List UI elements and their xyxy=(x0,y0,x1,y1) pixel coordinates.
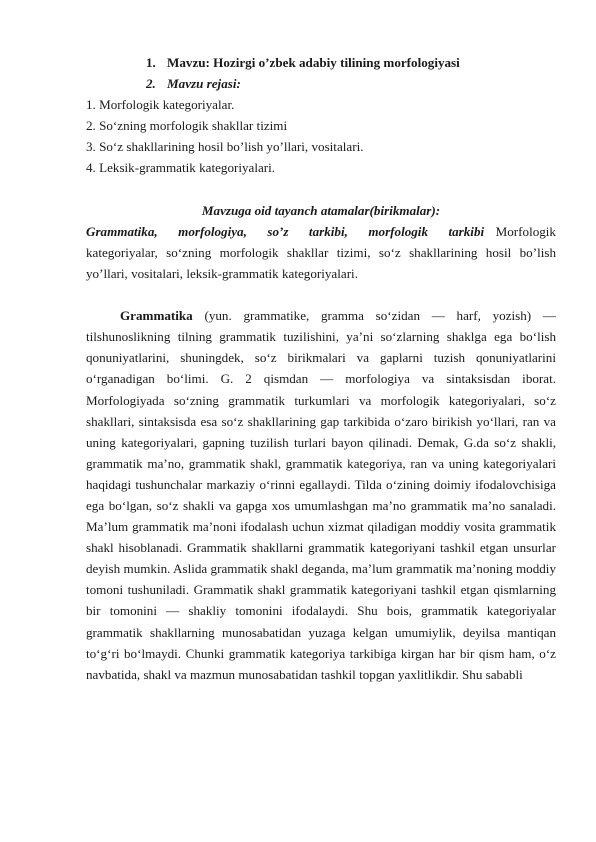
spacer xyxy=(86,179,556,200)
topic-heading-list xyxy=(146,52,556,94)
topic-title: Mavzu: Hozirgi o’zbek adabiy tilining morfologiyasi xyxy=(167,55,460,70)
plan-item: 4. Leksik-grammatik kategoriyalari. xyxy=(86,160,276,176)
key-terms-title: Mavzuga oid tayanch atamalar(birikmalar): xyxy=(201,202,441,218)
key-terms-paragraph xyxy=(86,221,556,284)
document-page xyxy=(86,52,556,685)
body-paragraph xyxy=(86,305,556,685)
key-terms-rest: Morfologik kategoriyalar, so‘zning morfologik shakllar tizimi, so‘z shakllarining hosil bo’lish yo’llari, vositalari, leksik-grammatik kategoriyalari. xyxy=(86,223,556,281)
plan-heading-item xyxy=(146,73,556,94)
list-number: 1. xyxy=(146,55,156,70)
topic-title-item xyxy=(146,52,556,73)
spacer xyxy=(86,284,556,305)
body-lead-term: Grammatika xyxy=(120,308,193,324)
list-number: 2. xyxy=(146,76,156,92)
plan-item: 1. Morfologik kategoriyalar. xyxy=(86,97,235,113)
body-text: (yun. grammatike, gramma so‘zidan — harf, yozish) — tilshunoslikning tilning grammatik tuzilishini, ya’ni so‘zlarning shaklga ega bo‘lish qonuniyatlarini, shuningdek, so‘z birikmalari va gaplarni tuzish qonuniyatlarini o‘rganadigan bo‘limi. G. 2 qismdan — morfologiya va sintaksisdan iborat. Morfologiyada so‘zning grammatik turkumlari va morfologik kategoriyalari, so‘z shakllari, sintaksisda esa so‘z shakllarining gap tarkibida o‘zaro birikish yo‘llari, ran va uning kategoriyalari, gapning tuzilish turlari bayon qilinadi. Demak, G.da so‘z shakli, grammatik ma’no, grammatik shakl, grammatik kategoriya, ran va uning kategoriyalari haqidagi tushunchalar markaziy o‘rinni egallaydi. Tilda o‘zining doimiy ifodalovchisiga ega bo‘lgan, so‘z shakli va gapga xos umumlashgan ma’no grammatik ma’no sanaladi. Ma’lum grammatik ma’noni ifodalash uchun xizmat qiladigan moddiy vosita grammatik shakl hisoblanadi. Grammatik shakllarni grammatik kategoriyani tashkil etgan unsurlar deyish mumkin. Aslida grammatik shakl deganda, ma’lum grammatik ma’noning moddiy tomoni tushuniladi. Grammatik shakl grammatik kategoriyani tashkil etgan qismlarning bir tomonini — shakliy tomonini ifodalaydi. Shu bois, grammatik kategoriyalar grammatik shakllarning munosabatidan yuzaga kelgan umumiylik, deyilsa mantiqan to‘g‘ri bo‘lmaydi. Chunki grammatik kategoriya tarkibiga kirgan har bir qism ham, o‘z navbatida, shakl va mazmun munosabatidan tashkil topgan yaxlitlikdir. Shu sababli xyxy=(86,308,556,682)
plan-item: 3. So‘z shakllarining hosil bo’lish yo’llari, vositalari. xyxy=(86,139,364,155)
plan-list xyxy=(86,94,556,178)
plan-item: 2. So‘zning morfologik shakllar tizimi xyxy=(86,118,288,134)
plan-heading: Mavzu rejasi: xyxy=(167,76,241,92)
key-terms-list: Grammatika, morfologiya, so’z tarkibi, morfologik tarkibi xyxy=(86,223,485,239)
